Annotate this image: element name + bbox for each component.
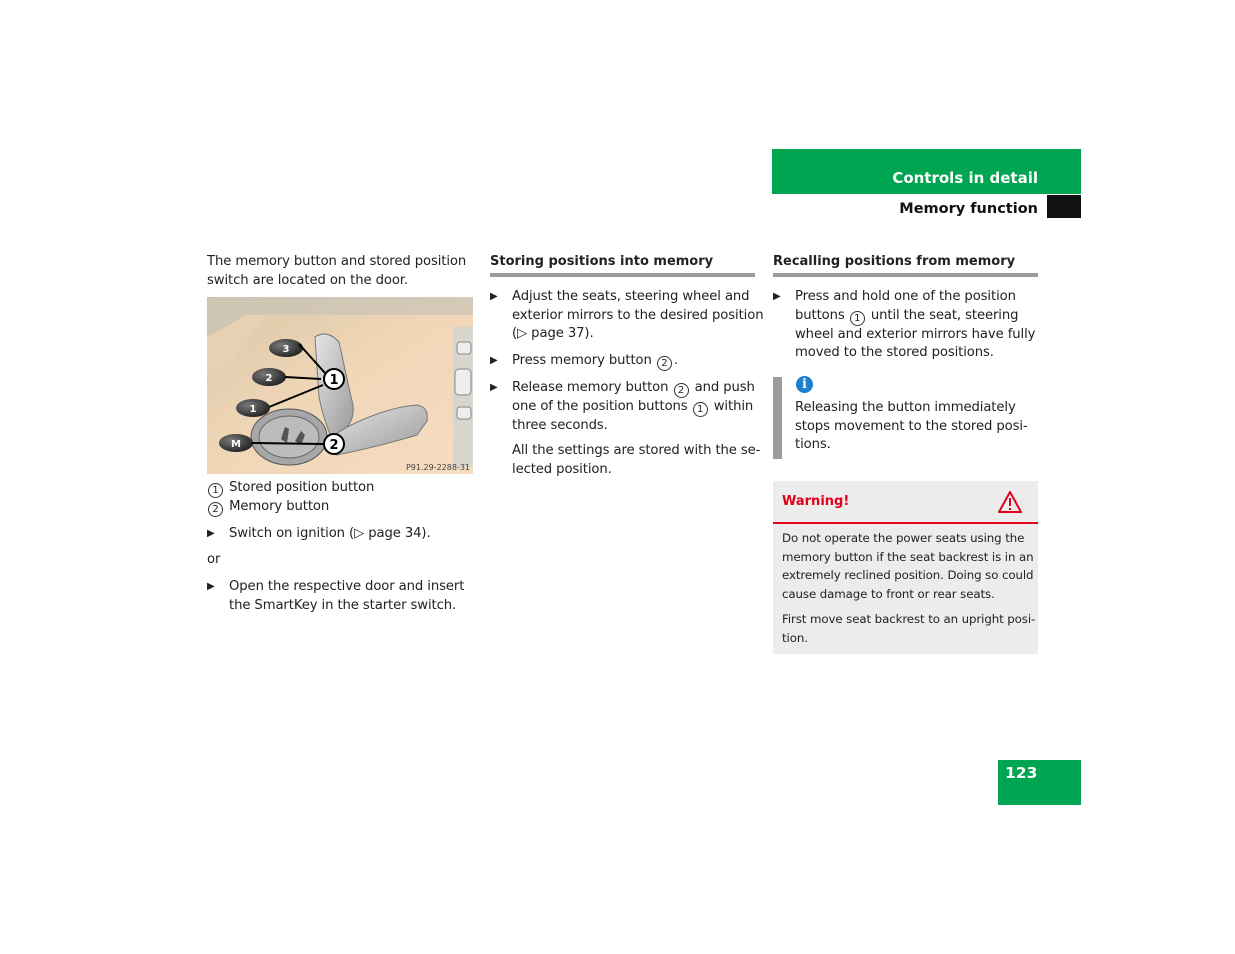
step-text: Switch on ignition (▷ page 34). (229, 526, 431, 541)
memory-button (219, 434, 253, 452)
door-panel-figure (207, 297, 473, 474)
legend-item: 1 Stored position button (207, 479, 374, 498)
step-text: Open the respective door and insert the SmartKey in the starter switch. (229, 579, 465, 613)
position-button-2 (252, 368, 286, 386)
position-button-3 (269, 339, 303, 357)
info-icon: i (796, 376, 813, 393)
subsection-title: Memory function (899, 201, 1038, 217)
info-text: Releasing the button immediately stops movement to the stored posi- tions. (795, 400, 1028, 452)
warning-text: First move seat backrest to an upright posi- tion. (782, 612, 1036, 645)
step-text: Press and hold one of the position buttons 1 until the seat, steering wheel and exterior mirrors have fully moved to the stored positions. (795, 289, 1036, 360)
bullet-icon: ▶ (207, 581, 215, 592)
svg-text:1: 1 (329, 373, 339, 388)
step-text: Adjust the seats, steering wheel and exterior mirrors to the desired position (▷ page 37). (512, 289, 764, 341)
bullet-icon: ▶ (490, 291, 498, 302)
column-heading: Recalling positions from memory (773, 254, 1016, 269)
bullet-icon: ▶ (207, 528, 215, 539)
callout-1 (324, 369, 344, 389)
warning-text: Do not operate the power seats using the memory button if the seat backrest is in an extremely reclined position. Doing so could cause damage to front or rear seats. (782, 531, 1034, 601)
info-bar (773, 377, 782, 459)
button-label-3: 3 (282, 344, 290, 355)
heading-rule (490, 273, 755, 277)
bullet-icon: ▶ (490, 355, 498, 366)
button-label-1: 1 (249, 404, 257, 415)
callout-2 (324, 434, 344, 454)
section-title: Controls in detail (892, 169, 1038, 187)
intro-text: The memory button and stored position switch are located on the door. (207, 254, 467, 288)
bullet-icon: ▶ (490, 382, 498, 393)
heading-rule (773, 273, 1038, 277)
step-text: Press memory button 2 . (512, 353, 678, 369)
warning-title: Warning! (782, 494, 850, 509)
legend-item: 2 Memory button (207, 498, 329, 517)
bullet-icon: ▶ (773, 291, 781, 302)
position-button-1 (236, 399, 270, 417)
note-text: All the settings are stored with the se- lected position. (512, 443, 761, 477)
header-marker (1047, 195, 1081, 218)
figure-code: P91.29-2288-31 (405, 463, 470, 472)
step-text: Release memory button 2 and push one of the position buttons 1 within three seconds. (512, 380, 755, 433)
warning-divider (773, 522, 1038, 524)
or-text: or (207, 552, 221, 567)
button-label-m: M (231, 439, 241, 450)
column-heading: Storing positions into memory (490, 254, 714, 269)
page-number: 123 (1005, 764, 1038, 782)
svg-text:2: 2 (329, 438, 339, 453)
warning-icon (997, 490, 1023, 514)
button-label-2: 2 (265, 373, 273, 384)
